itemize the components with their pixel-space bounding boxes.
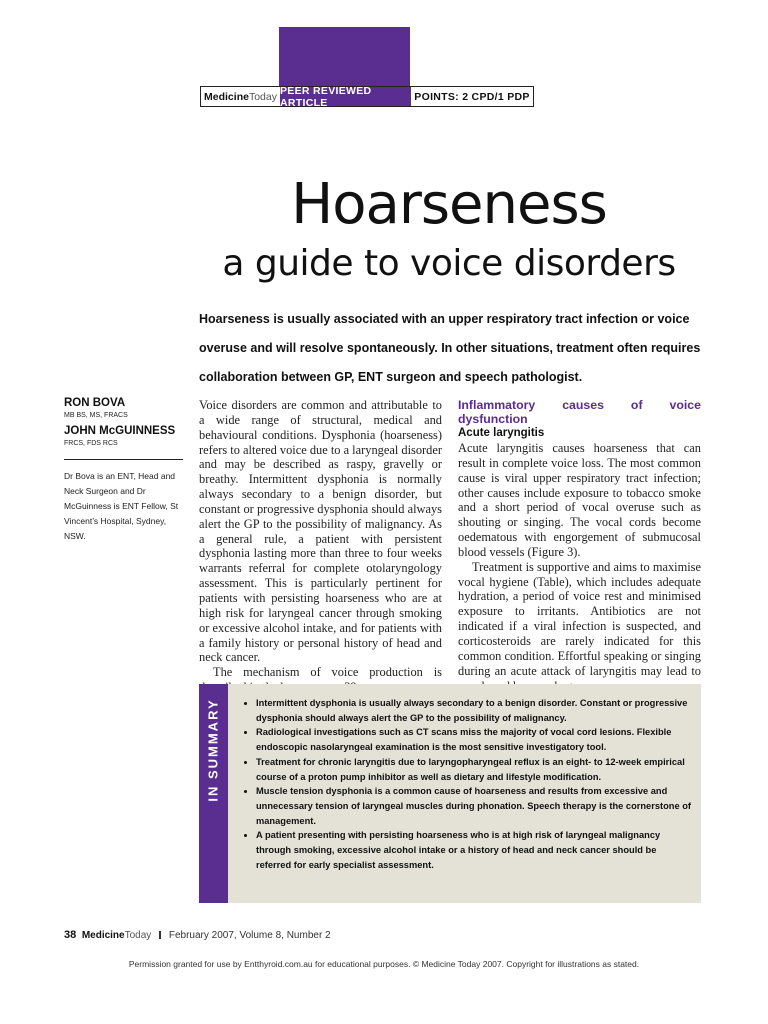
author-name: RON BOVA xyxy=(64,397,126,409)
author-qualifications: FRCS, FDS RCS xyxy=(64,440,118,447)
footer-brand-bold: Medicine xyxy=(81,930,125,941)
body-paragraph: The mechanism of voice production is xyxy=(213,665,442,680)
article-subtitle: a guide to voice disorders xyxy=(222,243,676,284)
summary-label: IN SUMMARY xyxy=(205,698,221,802)
footer-separator xyxy=(159,931,161,939)
article-header-bar xyxy=(200,86,534,107)
footer-brand-light: Today xyxy=(124,930,152,941)
journal-brand xyxy=(201,87,280,106)
brand-bold: Medicine xyxy=(204,90,249,103)
author-divider xyxy=(64,459,183,460)
issue-info: February 2007, Volume 8, Number 2 xyxy=(168,930,331,941)
body-paragraph: Voice disorders are common and attributable to a wide range of structural, medical and behavioural conditions. Dysphonia (hoarseness) refers to altered voice due to a laryngeal disorder and may be described as raspy, gravelly or breathy. Intermittent dysphonia is normally always secondary to a benign disorder, but constant or progressive dysphonia should always alert the GP to the possibility of malignancy. As a general rule, a patient with persistent dysphonia lasting more than three to four weeks warrants referral for complete otolaryngology assessment. This is particularly pertinent for patients with persisting hoarseness who are at high risk for laryngeal cancer through smoking or excessive alcohol intake, and for patients with a family history or personal history of head and neck cancer. xyxy=(199,398,442,665)
author-qualifications: MB BS, MS, FRACS xyxy=(64,412,128,419)
cpd-points-label: POINTS: 2 CPD/1 PDP xyxy=(414,90,530,103)
summary-list xyxy=(228,684,701,872)
author-panel xyxy=(64,396,186,544)
page-number: 38 xyxy=(64,929,77,941)
subsection-heading: Acute laryngitis xyxy=(458,427,545,439)
author-name: JOHN McGUINNESS xyxy=(64,425,176,437)
summary-item: • Muscle tension dysphonia is a common cause of hoarseness and results from excessive and unnecessary tension of laryngeal muscles during phonation. Speech therapy is the cornerstone of management. xyxy=(256,784,691,828)
body-paragraph: Treatment is supportive and aims to maximise vocal hygiene (Table), which includes adequate hydration, a period of voice rest and minimised exposure to irritants. Antibiotics are not indicated if a viral infection is suspected, and corticosteroids are rarely indicated for this common condition. Effortful speaking or singing during an acute attack of laryngitis may lead to xyxy=(458,559,701,678)
summary-item: • Radiological investigations such as CT scans miss the majority of vocal cord lesions. Flexible endoscopic nasolaryngeal examination is the most sensitive investigatory tool. xyxy=(256,725,691,754)
article-title: Hoarseness xyxy=(291,172,607,237)
summary-item: • A patient presenting with persisting hoarseness who is at high risk of laryngeal malignancy through smoking, excessive alcohol intake or a history of head and neck cancer should be referred for early specialist assessment. xyxy=(256,828,691,872)
summary-box xyxy=(228,684,701,903)
body-paragraph: Acute laryngitis causes hoarseness that can result in complete voice loss. The most common cause is viral upper respiratory tract infection; other causes include exposure to tobacco smoke and a short period of vocal overuse such as shouting or singing. The vocal cords become oedematous with engorgement of submucosal blood vessels (Figure 3). xyxy=(458,441,701,559)
permission-notice: Permission granted for use by Entthyroid.com.au for educational purposes. © Medicine Today 2007. Copyright for illustrations as stated. xyxy=(128,959,640,969)
body-column-1 xyxy=(199,398,442,695)
body-column-2 xyxy=(458,398,701,693)
brand-light: Today xyxy=(248,90,277,103)
summary-item: • Treatment for chronic laryngitis due to laryngopharyngeal reflux is an eight- to 12-week empirical course of a proton pump inhibitor as well as dietary and lifestyle modification. xyxy=(256,755,691,784)
peer-reviewed-label: PEER REVIEWED ARTICLE xyxy=(280,87,411,106)
section-heading: Inflammatory causes of voice dysfunction xyxy=(458,398,701,426)
summary-item: • Intermittent dysphonia is usually always secondary to a benign disorder. Constant or progressive dysphonia should always alert the GP to the possibility of malignancy. xyxy=(256,696,691,725)
page-footer xyxy=(64,929,331,941)
author-affiliations: Dr Bova is an ENT, Head and Neck Surgeon and Dr McGuinness is ENT Fellow, St Vincent’s Hospital, Sydney, NSW. xyxy=(64,471,179,541)
header-accent-block xyxy=(279,27,410,87)
standfirst: Hoarseness is usually associated with an upper respiratory tract infection or voice overuse and will resolve spontaneously. In other situations, treatment often requires collaboration between GP, ENT surgeon and speech pathologist. xyxy=(199,312,701,384)
